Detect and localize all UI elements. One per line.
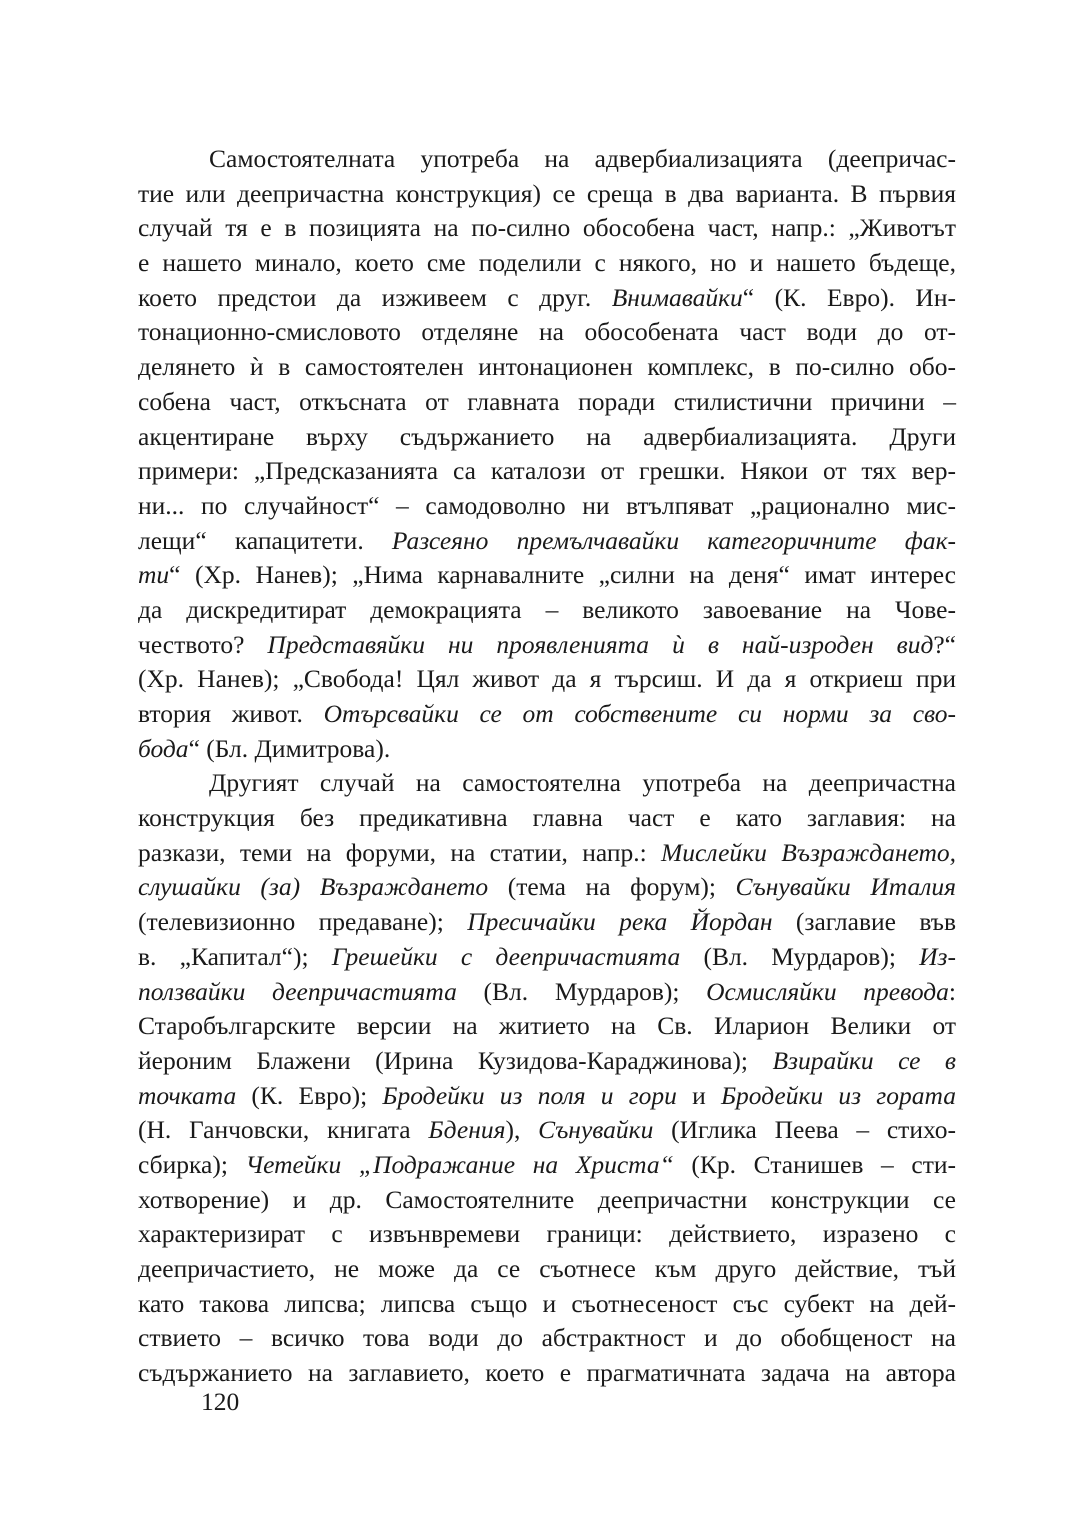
text-run: (тема на форум);: [488, 872, 736, 902]
text-run: като такова липсва; липсва също и съотнесеност със субект на дей-: [138, 1288, 956, 1318]
text-run: собена част, откъсната от главната поради стилистични причини –: [138, 386, 956, 416]
text-run: (заглавие във: [772, 907, 956, 937]
text-run: (Н. Ганчовски, книгата: [138, 1115, 429, 1145]
text-line: [138, 558, 956, 593]
text-line: [138, 281, 956, 316]
text-run: “ (Хр. Нанев); „Нима карнавалните „силни на деня“ имат интерес: [169, 560, 956, 590]
italic-text-run: Из-: [919, 941, 956, 971]
text-run: ?“: [933, 629, 956, 659]
italic-text-run: точката: [138, 1080, 237, 1110]
text-line: [138, 732, 956, 767]
italic-text-run: Разсеяно премълчавайки категоричните фак-: [391, 525, 956, 555]
italic-text-run: Мислейки Възраждането,: [661, 837, 956, 867]
text-run: в. „Капитал“);: [138, 941, 332, 971]
italic-text-run: Отърсвайки се от собствените си норми за сво-: [323, 699, 957, 728]
italic-text-run: Взирайки се в: [772, 1045, 956, 1075]
text-run: (Вл. Мурдаров);: [456, 976, 707, 1006]
text-line: [138, 593, 956, 628]
text-line: [138, 177, 956, 212]
text-run: съдържанието на заглавието, което е прагматичната задача на автора: [138, 1358, 956, 1388]
text-run: разкази, теми на форуми, на статии, напр.:: [138, 837, 662, 867]
text-line: [138, 211, 956, 246]
italic-text-run: Сънувайки Италия: [735, 872, 957, 902]
italic-text-run: Представяйки ни проявленията ѝ в най-изроден вид: [267, 629, 934, 659]
text-run: (Кр. Станишев – сти-: [673, 1149, 956, 1179]
text-run: деепричастието, не може да се съотнесе към друго действие, тъй: [138, 1254, 956, 1283]
text-line: [138, 1287, 956, 1322]
italic-text-run: Осмисляйки превода: [706, 976, 949, 1006]
italic-text-run: Сънувайки: [538, 1115, 654, 1145]
body-text: [138, 142, 956, 1391]
text-line: [138, 350, 956, 385]
italic-text-run: Внимавайки: [611, 282, 743, 312]
text-line: [138, 1321, 956, 1356]
text-line: [138, 142, 956, 177]
text-line: [138, 1356, 956, 1391]
text-run: чеството?: [138, 629, 268, 659]
text-line: [138, 801, 956, 836]
text-line: [138, 975, 956, 1010]
italic-text-run: ползвайки деепричастията: [138, 976, 457, 1006]
italic-text-run: Бдения: [428, 1115, 506, 1145]
italic-text-run: Четейки „Подражание на Христа“: [245, 1149, 674, 1179]
italic-text-run: Грешейки с деепричастията: [331, 941, 681, 971]
text-run: конструкция без предикативна главна част е като заглавия: на: [138, 803, 956, 833]
text-run: (телевизионно предаване);: [138, 907, 468, 937]
text-run: (Иглика Пеева – стихо-: [653, 1115, 956, 1145]
text-run: Старобългарските версии на житието на Св. Иларион Велики от: [138, 1011, 956, 1041]
text-line: [138, 905, 956, 940]
text-run: ствието – всичко това води до абстрактност и до обобщеност на: [138, 1323, 956, 1353]
text-line: [138, 1183, 956, 1218]
text-run: втория живот.: [138, 699, 324, 728]
text-run: лещи“ капацитети.: [138, 525, 392, 555]
text-run: сбирка);: [138, 1149, 246, 1179]
text-line: [138, 489, 956, 524]
text-run: (Хр. Нанев); „Свобода! Цял живот да я търсиш. И да я откриеш при: [138, 664, 956, 694]
page-number: 120: [201, 1387, 240, 1416]
text-line: [138, 246, 956, 281]
text-line: [138, 1252, 956, 1287]
text-run: характеризират с извънвремеви граници: действието, изразено с: [138, 1219, 956, 1249]
text-line: [138, 870, 956, 905]
text-run: примери: „Предсказанията са каталози от грешки. Някои от тях вер-: [138, 456, 956, 486]
text-line: [138, 1009, 956, 1044]
italic-text-run: Бродейки из поля и гори: [382, 1080, 677, 1110]
text-line: [138, 662, 956, 697]
text-line: [138, 1079, 956, 1114]
text-run: Самостоятелната употреба на адвербиализацията (деепричас-: [209, 144, 956, 173]
text-line: [138, 454, 956, 489]
text-line: [138, 385, 956, 420]
text-line: [138, 315, 956, 350]
text-run: ни... по случайност“ – самодоволно ни втълпяват „рационално мис-: [138, 490, 956, 520]
text-run: делянето ѝ в самостоятелен интонационен комплекс, в по-силно обо-: [138, 352, 956, 382]
text-run: ),: [505, 1115, 539, 1145]
text-line: [138, 697, 956, 732]
text-line: [138, 1148, 956, 1183]
italic-text-run: слушайки (за) Възраждането: [138, 872, 489, 902]
text-run: Другият случай на самостоятелна употреба на деепричастна: [209, 768, 956, 798]
italic-text-run: бода: [138, 733, 189, 763]
italic-text-run: Бродейки из гората: [721, 1080, 956, 1110]
text-run: тие или деепричастна конструкция) се среща в два варианта. В първия: [138, 178, 956, 208]
text-run: случай тя е в позицията на по-силно обособена част, напр.: „Животът: [138, 213, 956, 243]
text-run: е нашето минало, което сме поделили с някого, но и нашето бъдеще,: [138, 248, 956, 278]
text-run: хотворение) и др. Самостоятелните деепричастни конструкции се: [138, 1184, 956, 1214]
text-run: (Вл. Мурдаров);: [680, 941, 920, 971]
text-line: [138, 1113, 956, 1148]
italic-text-run: ти: [138, 560, 170, 590]
text-run: тонационно-смисловото отделяне на обособената част води до от-: [138, 317, 956, 347]
text-line: [138, 836, 956, 871]
text-run: акцентиране върху съдържанието на адвербиализацията. Други: [138, 421, 956, 451]
text-run: “ (К. Евро). Ин-: [742, 282, 956, 312]
text-line: [138, 766, 956, 801]
text-run: :: [948, 976, 956, 1006]
text-run: да дискредитират демокрацията – великото завоевание на Чове-: [138, 594, 956, 624]
text-line: [138, 420, 956, 455]
text-run: което предстои да изживеем с друг.: [138, 282, 612, 312]
text-line: [138, 1044, 956, 1079]
text-run: йероним Блажени (Ирина Кузидова-Караджинова);: [138, 1045, 773, 1075]
text-line: [138, 1217, 956, 1252]
text-line: [138, 940, 956, 975]
text-run: и: [676, 1080, 722, 1110]
text-run: “ (Бл. Димитрова).: [188, 733, 391, 763]
text-run: (К. Евро);: [236, 1080, 383, 1110]
text-line: [138, 524, 956, 559]
italic-text-run: Пресичайки река Йордан: [467, 907, 773, 937]
text-line: [138, 628, 956, 663]
